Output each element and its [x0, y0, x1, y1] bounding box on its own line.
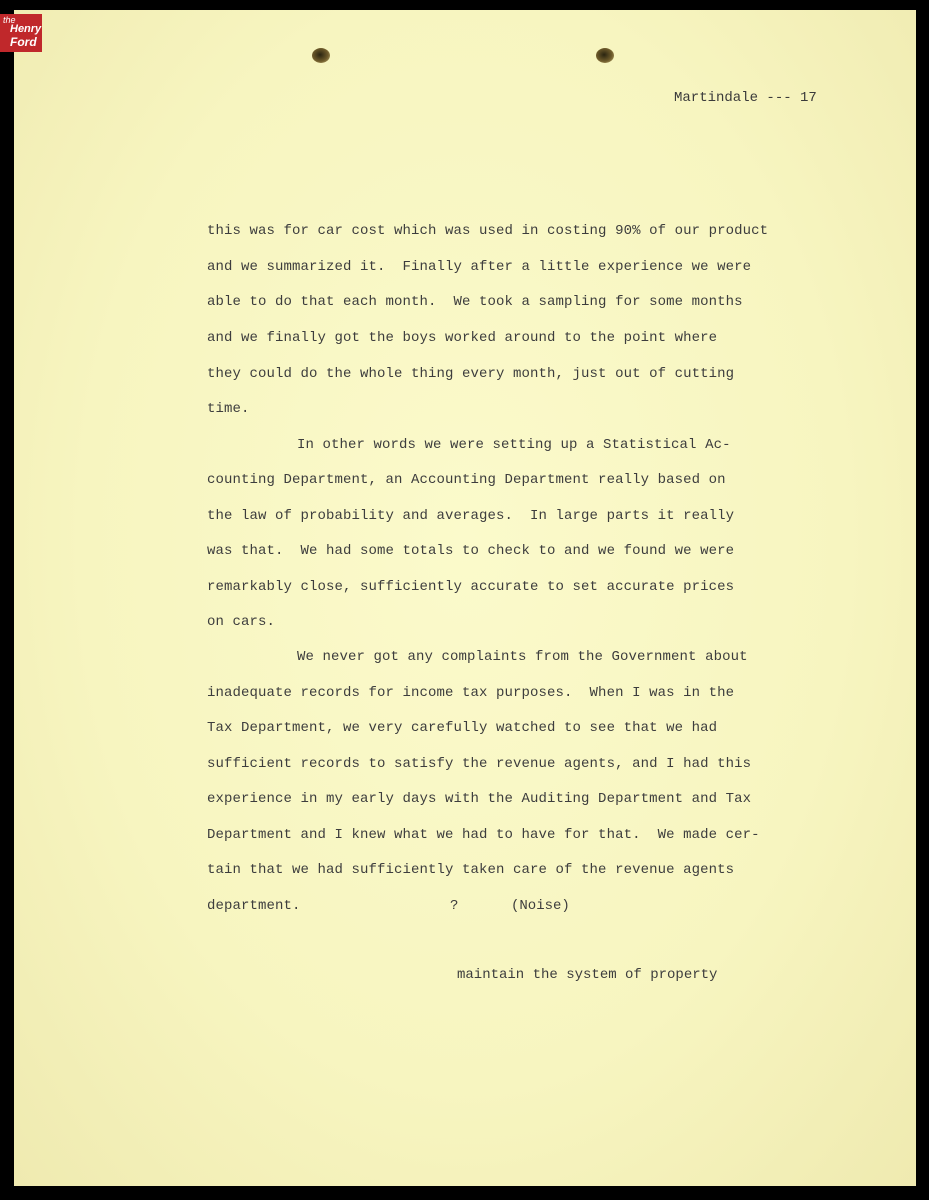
- text-line: time.: [207, 401, 250, 417]
- document-page: [14, 10, 916, 1186]
- text-line: the law of probability and averages. In large parts it really: [207, 508, 735, 524]
- text-line: and we summarized it. Finally after a little experience we were: [207, 259, 752, 275]
- logo-the: the: [3, 15, 16, 25]
- text-line-final: maintain the system of property: [457, 967, 718, 983]
- text-line: We never got any complaints from the Government about: [297, 649, 748, 665]
- noise-note: (Noise): [511, 898, 570, 914]
- text-line: department.: [207, 898, 301, 914]
- text-line: remarkably close, sufficiently accurate to set accurate prices: [207, 579, 735, 595]
- text-line: inadequate records for income tax purposes. When I was in the: [207, 685, 735, 701]
- text-line: sufficient records to satisfy the revenue agents, and I had this: [207, 756, 752, 772]
- text-line: Department and I knew what we had to have for that. We made cer-: [207, 827, 760, 843]
- text-line: Tax Department, we very carefully watched to see that we had: [207, 720, 718, 736]
- text-line: experience in my early days with the Auditing Department and Tax: [207, 791, 752, 807]
- text-line: and we finally got the boys worked around to the point where: [207, 330, 718, 346]
- logo-ford: Ford: [10, 35, 37, 49]
- text-line: on cars.: [207, 614, 276, 630]
- text-line: was that. We had some totals to check to and we found we were: [207, 543, 735, 559]
- punch-hole-left: [312, 48, 330, 63]
- text-line: this was for car cost which was used in costing 90% of our product: [207, 223, 769, 239]
- text-line: counting Department, an Accounting Department really based on: [207, 472, 726, 488]
- text-line: able to do that each month. We took a sampling for some months: [207, 294, 743, 310]
- logo-henry: Henry: [10, 23, 42, 35]
- question-mark: ?: [450, 898, 459, 914]
- page-header: Martindale --- 17: [674, 90, 817, 106]
- text-line: they could do the whole thing every month, just out of cutting: [207, 366, 735, 382]
- henry-ford-logo: [0, 14, 42, 52]
- text-line: tain that we had sufficiently taken care of the revenue agents: [207, 862, 735, 878]
- punch-hole-right: [596, 48, 614, 63]
- text-line: In other words we were setting up a Statistical Ac-: [297, 437, 731, 453]
